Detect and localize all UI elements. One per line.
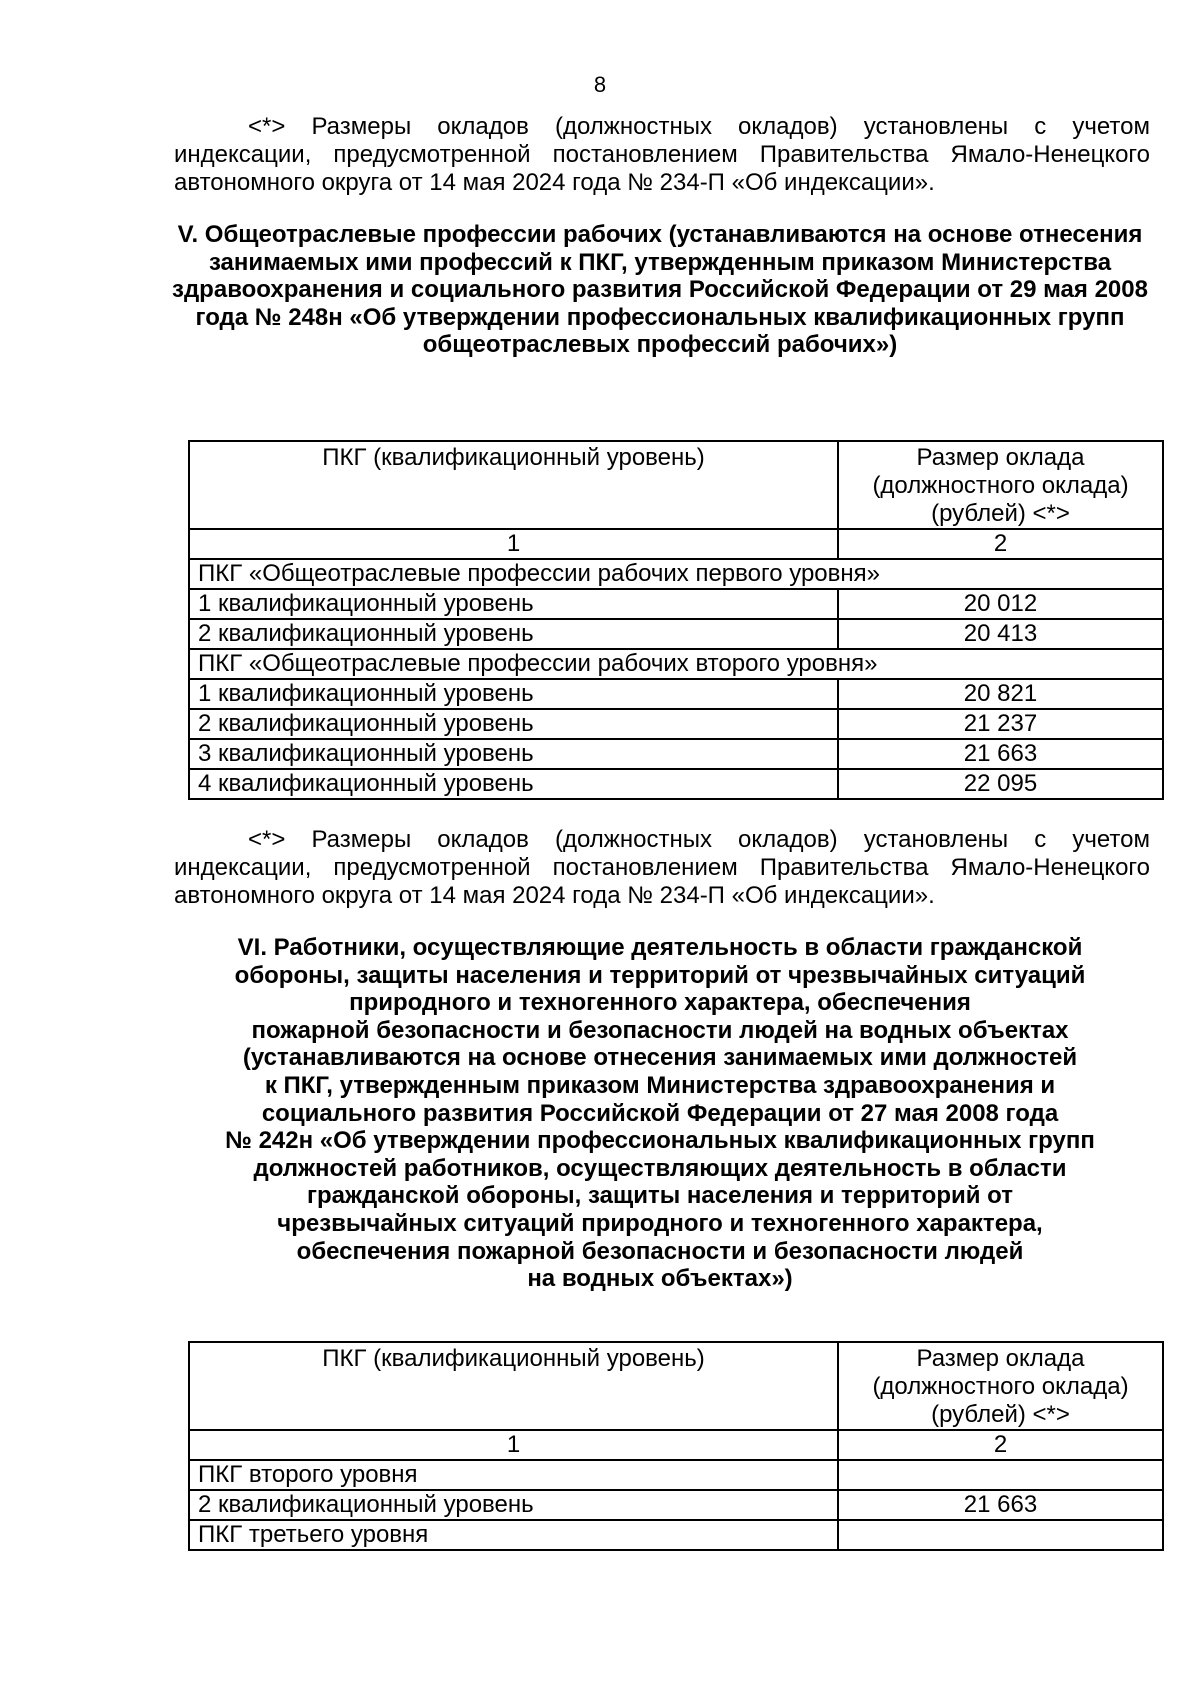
- heading-line: социального развития Российской Федерации от 27 мая 2008 года: [261, 1099, 1059, 1127]
- level-cell: 3 квалификационный уровень: [189, 739, 838, 769]
- column-header-salary: Размер оклада (должностного оклада) (рублей) <*>: [838, 1342, 1163, 1430]
- heading-line: обеспечения пожарной безопасности и безопасности людей: [296, 1237, 1024, 1265]
- heading-line: природного и техногенного характера, обеспечения: [349, 989, 971, 1017]
- group-row: [189, 649, 1163, 679]
- footnote-text: <*> Размеры окладов (должностных окладов) установлены с учетом индексации, предусмотренной постановлением Правительства Ямало-Ненецкого автономного округа от 14 мая 2024 года № 234-П «Об индексации».: [174, 113, 1150, 196]
- salary-cell: 20 012: [838, 589, 1163, 619]
- level-cell: 1 квалификационный уровень: [189, 589, 838, 619]
- column-header-pkg: ПКГ (квалификационный уровень): [189, 441, 838, 529]
- column-number: 2: [838, 1430, 1163, 1460]
- level-cell: 2 квалификационный уровень: [189, 709, 838, 739]
- column-header-salary: Размер оклада (должностного оклада) (рублей) <*>: [838, 441, 1163, 529]
- section-6-heading: [170, 934, 1150, 1293]
- heading-line: гражданской обороны, защиты населения и территорий от: [307, 1182, 1013, 1210]
- column-number: 1: [189, 529, 838, 559]
- table-row: [189, 679, 1163, 709]
- salary-cell: 21 663: [838, 1490, 1163, 1520]
- level-cell: ПКГ второго уровня: [189, 1460, 838, 1490]
- heading-line: чрезвычайных ситуаций природного и техногенного характера,: [277, 1209, 1043, 1237]
- heading-line: (устанавливаются на основе отнесения занимаемых ими должностей: [242, 1044, 1078, 1072]
- level-cell: 4 квалификационный уровень: [189, 769, 838, 799]
- column-number: 2: [838, 529, 1163, 559]
- page-number: 8: [593, 72, 607, 97]
- footnote-indexation-1: [174, 113, 1150, 197]
- group-row: [189, 559, 1163, 589]
- heading-line: к ПКГ, утвержденным приказом Министерства здравоохранения и: [264, 1071, 1056, 1099]
- column-number: 1: [189, 1430, 838, 1460]
- heading-line: на водных объектах»): [527, 1265, 793, 1293]
- table-row: [189, 769, 1163, 799]
- group-title: ПКГ «Общеотраслевые профессии рабочих второго уровня»: [189, 649, 1163, 679]
- footnote-text: <*> Размеры окладов (должностных окладов) установлены с учетом индексации, предусмотренной постановлением Правительства Ямало-Ненецкого автономного округа от 14 мая 2024 года № 234-П «Об индексации».: [174, 826, 1150, 909]
- salary-cell: [838, 1460, 1163, 1490]
- table-row: [189, 619, 1163, 649]
- heading-line: VI. Работники, осуществляющие деятельность в области гражданской: [237, 934, 1083, 961]
- heading-line: должностей работников, осуществляющих деятельность в области: [253, 1154, 1067, 1182]
- heading-line: обороны, защиты населения и территорий от чрезвычайных ситуаций: [234, 961, 1086, 989]
- table-row: [189, 709, 1163, 739]
- salary-cell: 21 237: [838, 709, 1163, 739]
- table-row: [189, 1490, 1163, 1520]
- heading-line: № 242н «Об утверждении профессиональных квалификационных групп: [225, 1127, 1095, 1155]
- salary-cell: 21 663: [838, 739, 1163, 769]
- table-row: [189, 1460, 1163, 1490]
- table-row: [189, 1520, 1163, 1550]
- footnote-indexation-2: [174, 826, 1150, 910]
- salary-cell: 20 413: [838, 619, 1163, 649]
- salary-cell: 22 095: [838, 769, 1163, 799]
- section-5-heading: V. Общеотраслевые профессии рабочих (устанавливаются на основе отнесения занимаемых ими профессий к ПКГ, утвержденным приказом Министерства здравоохранения и социального развития Российской Федерации от 29 мая 2008 года № 248н «Об утверждении профессиональных квалификационных групп общеотраслевых профессий рабочих»): [172, 221, 1148, 359]
- salary-cell: [838, 1520, 1163, 1550]
- column-header-pkg: ПКГ (квалификационный уровень): [189, 1342, 838, 1430]
- level-cell: 2 квалификационный уровень: [189, 1490, 838, 1520]
- level-cell: 1 квалификационный уровень: [189, 679, 838, 709]
- table-row: [189, 589, 1163, 619]
- salary-table-section-5: [188, 440, 1164, 800]
- salary-table-section-6: [188, 1341, 1164, 1551]
- level-cell: ПКГ третьего уровня: [189, 1520, 838, 1550]
- table-row: [189, 739, 1163, 769]
- salary-cell: 20 821: [838, 679, 1163, 709]
- level-cell: 2 квалификационный уровень: [189, 619, 838, 649]
- heading-line: пожарной безопасности и безопасности людей на водных объектах: [251, 1016, 1069, 1044]
- group-title: ПКГ «Общеотраслевые профессии рабочих первого уровня»: [189, 559, 1163, 589]
